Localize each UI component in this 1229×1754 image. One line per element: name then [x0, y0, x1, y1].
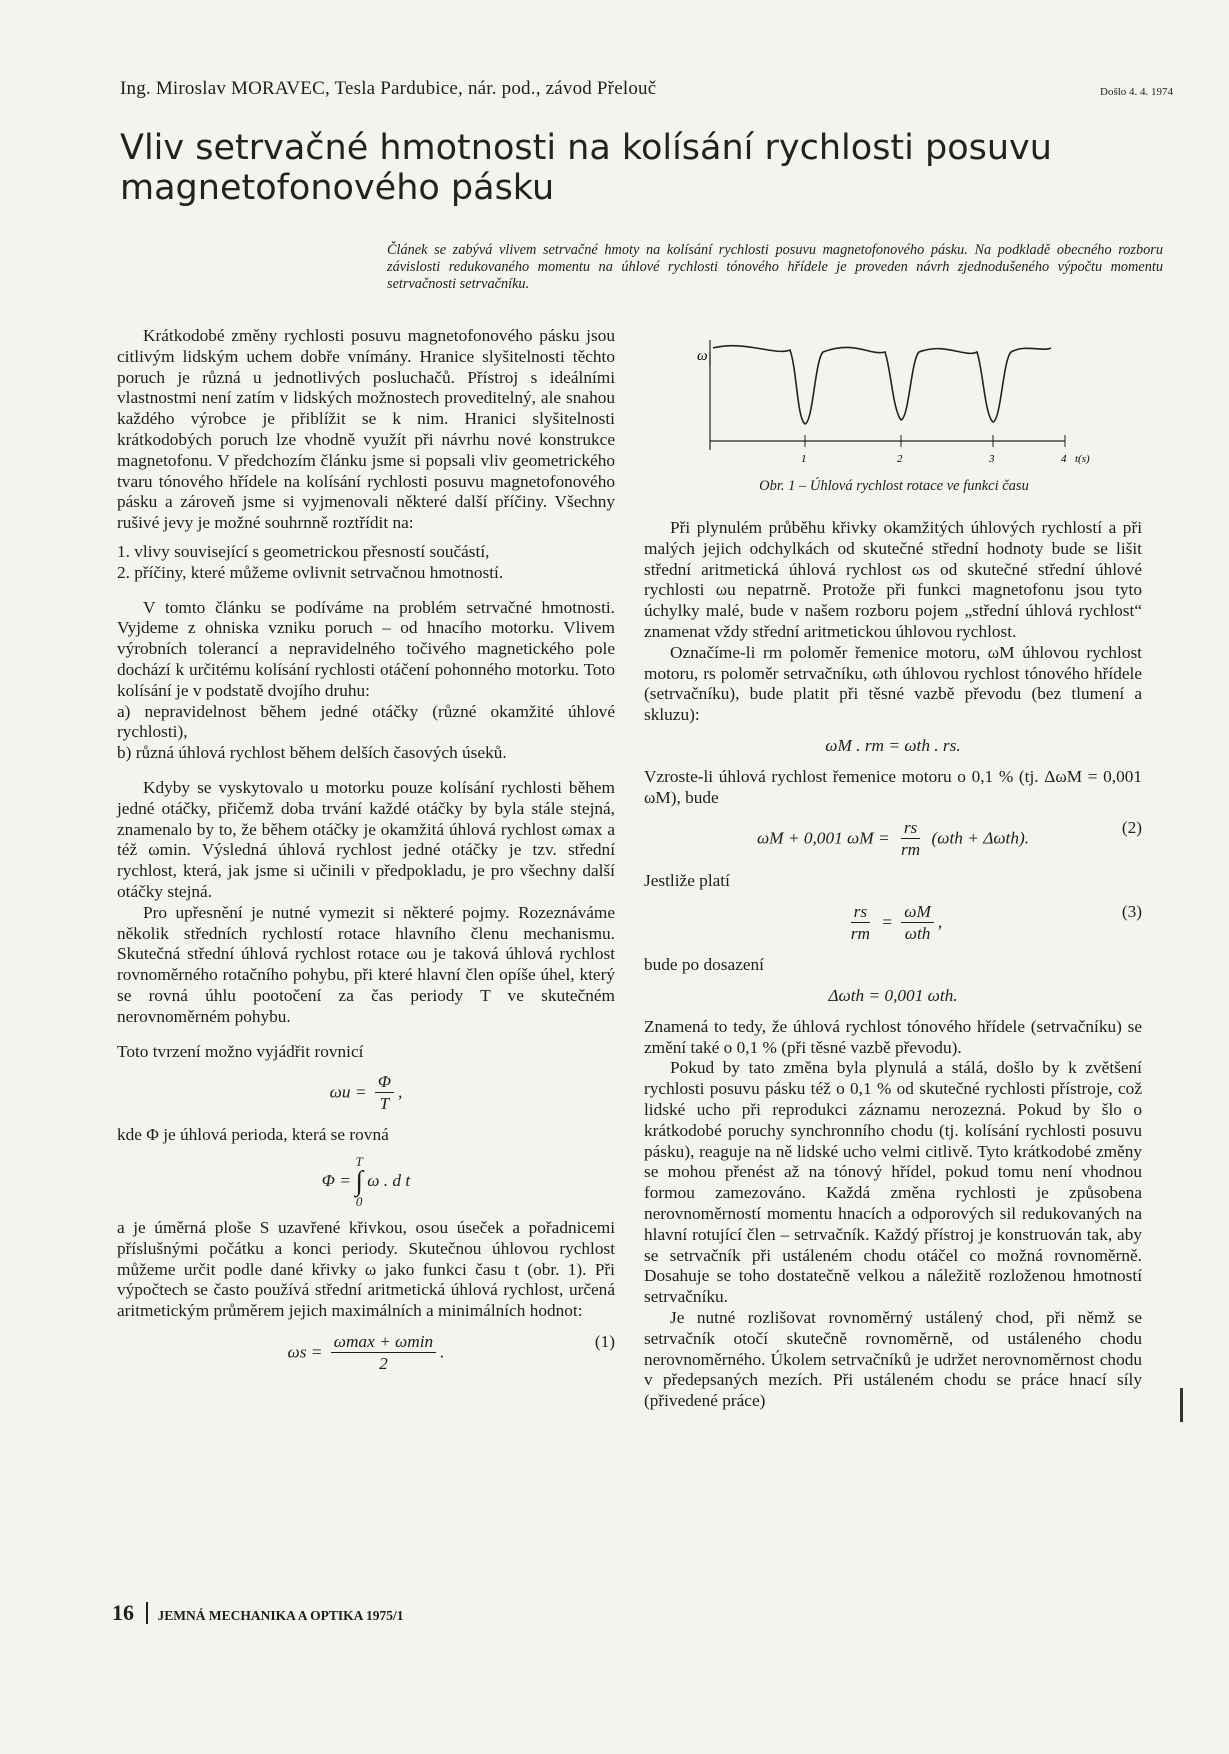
- fraction: [375, 1072, 394, 1115]
- paragraph: Toto tvrzení možno vyjádřit rovnicí: [117, 1041, 364, 1061]
- article-title: Vliv setrvačné hmotnosti na kolísání rychlosti posuvu magnetofonového pásku: [120, 128, 1052, 208]
- list-item: b) různá úhlová rychlost během delších časových úseků.: [117, 743, 507, 763]
- equation-number: (3): [1121, 902, 1142, 922]
- equation-lhs: ωM + 0,001 ωM =: [756, 828, 890, 848]
- paragraph: Je nutné rozlišovat rovnoměrný ustálený chod, při němž se setrvačník otočí skutečně rovnoměrně, od ustáleného chodu nerovnoměrného. Úkolem setrvačníků je udržet nerovnoměrnost chodu v předepsaných mezích. Při ustáleném chodu se práce hnací síly (přivedené práce): [644, 1307, 1142, 1411]
- integral-upper: T: [355, 1154, 363, 1170]
- paragraph: Kdyby se vyskytovalo u motorku pouze kolísání rychlosti během jedné otáčky, přičemž doba trvání každé otáčky by byla stále stejná, znamenalo by to, že během otáčky je okamžitá úhlová rychlost ωmax a též ωmin. Výsledná úhlová rychlost jedné otáčky je tzv. střední rychlost, která, jak jsme si učinili v předpokladu, je pro všechny další otáčky stejná.: [117, 777, 615, 901]
- x-tick-label: 3: [989, 453, 995, 465]
- figure-caption: Obr. 1 – Úhlová rychlost rotace ve funkci času: [759, 478, 1029, 494]
- equation-1: [117, 1332, 615, 1375]
- paragraph: bude po dosazení: [644, 955, 764, 975]
- paragraph: Označíme-li rm poloměr řemenice motoru, ωM úhlovou rychlost motoru, rs poloměr setrvačníku, ωth úhlovou rychlost tónového hřídele (setrvačníku), bude platit při těsné vazbě převodu (bez tlumení a skluzu):: [644, 642, 1142, 725]
- equation-lhs: Φ =: [321, 1171, 351, 1191]
- equation-lhs: ωu =: [329, 1082, 367, 1102]
- equation-3: [644, 902, 1142, 945]
- velocity-curve: [713, 346, 1051, 424]
- paragraph: Vzroste-li úhlová rychlost řemenice motoru o 0,1 % (tj. ΔωM = 0,001 ωM), bude: [644, 766, 1142, 807]
- author-line: Ing. Miroslav MORAVEC, Tesla Pardubice, nár. pod., závod Přelouč: [120, 78, 657, 99]
- numerator: rs: [901, 818, 920, 839]
- paragraph: Pokud by tato změna byla plynulá a stálá, došlo by k zvětšení rychlosti posuvu pásku též o 0,1 % od skutečné rychlosti přístroje, což lidské ucho při reprodukci záznamu nerozezná. Pokud by šlo o krátkodobé poruchy synchronního chodu (tj. kolísání rychlosti posuvu pásku), reaguje na ně lidské ucho velmi citlivě. Tyto krátkodobé změny se mohou přenést až na tónový hřídel, pokud tomu není vhodnou formou zamezováno. Každá změna rychlosti je způsobena nerovnoměrností momentu hnacích a odporových sil redukovaných na hlavní rotující člen – setrvačník. Každý přístroj je konstruován tak, aby se setrvačník při ustáleném chodu otáčel co možná rovnoměrně. Dosahuje se toho dostatečně velkou a náležitě rozloženou hmotností setrvačníku.: [644, 1058, 1142, 1307]
- fraction: [901, 902, 934, 945]
- denominator: T: [379, 1094, 390, 1114]
- equation-phi: [117, 1156, 615, 1208]
- equation-transmission: ωM . rm = ωth . rs.: [825, 735, 961, 755]
- equation-number: (2): [1121, 818, 1142, 838]
- received-date: Došlo 4. 4. 1974: [1100, 86, 1174, 98]
- equation-rhs: (ωth + Δωth).: [931, 828, 1030, 848]
- equation-2: [644, 818, 1142, 861]
- paragraph: Znamená to tedy, že úhlová rychlost tónového hřídele (setrvačníku) se změní také o 0,1 % (při těsné vazbě převodu).: [644, 1016, 1142, 1057]
- numerator: ωM: [901, 902, 934, 923]
- equation-lhs: ωs =: [287, 1342, 323, 1362]
- paragraph: a je úměrná ploše S uzavřené křivkou, osou úseček a pořadnicemi příslušnými počátku a konci periody. Skutečnou úhlovou rychlost můžeme určit podle dané křivky ω jako funkci času t (obr. 1). Při výpočtech se často používá střední aritmetická úhlová rychlost, určená aritmetickým průměrem jejich maximálních a minimálních hodnot:: [117, 1218, 615, 1321]
- integral-symbol: ∫: [355, 1166, 363, 1198]
- equation-end: .: [440, 1342, 445, 1362]
- fraction: [898, 818, 923, 861]
- x-axis-unit: t(s): [1075, 453, 1090, 465]
- paragraph: Krátkodobé změny rychlosti posuvu magnetofonového pásku jsou citlivým lidským uchem dobře vnímány. Hranice slyšitelnosti těchto poruch je různá u jednotlivých posluchačů. Přístroj s ideálními vlastnostmi není zatím v lidských možnostech proveditelný, ale snahou každého výrobce je přiblížit se k nim. Hranici slyšitelnosti krátkodobých poruch lze vhodně využít při návrhu nové konstrukce magnetofonu. V předchozím článku jsme si popsali vliv geometrického tvaru tónového hřídele na kolísání rychlosti posuvu magnetofonového pásku a zároveň jsme si vyjmenovali některé další příčiny. Všechny rušivé jevy je možné souhrnně roztřídit na:: [117, 326, 615, 533]
- paragraph: Při plynulém průběhu křivky okamžitých úhlových rychlostí a při malých jejich odchylkách od skutečné střední hodnoty bude se lišit střední aritmetická úhlová rychlost ωs od skutečné střední úhlové rychlosti ωu nepatrně. Protože při funkci magnetofonu jsou tyto úchylky malé, bude v našem rozboru pojem „střední úhlová rychlost“ znamenat vždy střední aritmetickou úhlovou rychlost.: [644, 518, 1142, 641]
- paragraph: Jestliže platí: [644, 871, 730, 891]
- list-item: a) nepravidelnost během jedné otáčky (různé okamžité úhlové rychlosti),: [117, 701, 615, 742]
- numerator: Φ: [375, 1072, 394, 1093]
- abstract: Článek se zabývá vlivem setrvačné hmoty na kolísání rychlosti posuvu magnetofonového pásku. Na podkladě obecného rozboru závislosti redukovaného momentu na úhlové rychlosti tónového hřídele je proveden návrh zjednodušeného výpočtu momentu setrvačnosti setrvačníku.: [387, 242, 1163, 292]
- list-item: 1. vlivy související s geometrickou přesností součástí,: [117, 541, 490, 561]
- equation-number: (1): [594, 1332, 615, 1352]
- page-footer: [112, 1600, 404, 1626]
- x-tick-label: 4: [1061, 453, 1067, 465]
- denominator: ωth: [904, 924, 931, 944]
- right-column: [644, 518, 1142, 1412]
- denominator: 2: [379, 1354, 388, 1374]
- paragraph: V tomto článku se podíváme na problém setrvačné hmotnosti. Vyjdeme z ohniska vzniku poruch – od hnacího motorku. Vlivem výrobních tolerancí a nepravidelného točivého magnetického pole dochází k určitému kolísání rychlosti otáčení pohonného motorku. Toto kolísání je v podstatě dvojího druhu:: [117, 597, 615, 700]
- figure-1: [695, 330, 1145, 470]
- fraction: [848, 902, 873, 945]
- angular-velocity-plot: [695, 330, 1145, 470]
- paragraph: kde Φ je úhlová perioda, která se rovná: [117, 1125, 389, 1145]
- integrand: ω . d t: [367, 1171, 411, 1191]
- margin-mark: [1180, 1388, 1183, 1422]
- denominator: rm: [850, 924, 870, 944]
- fraction: [331, 1332, 436, 1375]
- list-item: 2. příčiny, které můžeme ovlivnit setrvačnou hmotností.: [117, 562, 504, 582]
- equation-omega-u: [117, 1072, 615, 1115]
- y-axis-label: ω: [697, 348, 708, 364]
- left-column: [117, 326, 615, 1385]
- x-tick-label: 2: [897, 453, 903, 465]
- equation-delta: Δωth = 0,001 ωth.: [828, 985, 958, 1005]
- page-number: 16: [112, 1600, 134, 1625]
- equation-end: ,: [937, 912, 943, 932]
- denominator: rm: [900, 840, 921, 860]
- integral-sign: [355, 1156, 363, 1208]
- equation-end: ,: [397, 1082, 403, 1102]
- paragraph: Pro upřesnění je nutné vymezit si některé pojmy. Rozeznáváme několik středních rychlostí rotace hlavního členu mechanismu. Skutečná střední úhlová rychlost rotace ωu je taková úhlová rychlost rovnoměrného rotačního pohybu, při které hlavní člen opíše úhel, který se rovná úhlu pootočení za čas periody T ve skutečném nerovnoměrném pohybu.: [117, 902, 615, 1026]
- equals: =: [881, 912, 893, 932]
- journal-name: JEMNÁ MECHANIKA A OPTIKA 1975/1: [157, 1608, 404, 1623]
- footer-divider: [146, 1602, 148, 1624]
- x-tick-label: 1: [801, 453, 807, 465]
- numerator: rs: [851, 902, 870, 923]
- integral-lower: 0: [355, 1194, 363, 1210]
- numerator: ωmax + ωmin: [331, 1332, 436, 1353]
